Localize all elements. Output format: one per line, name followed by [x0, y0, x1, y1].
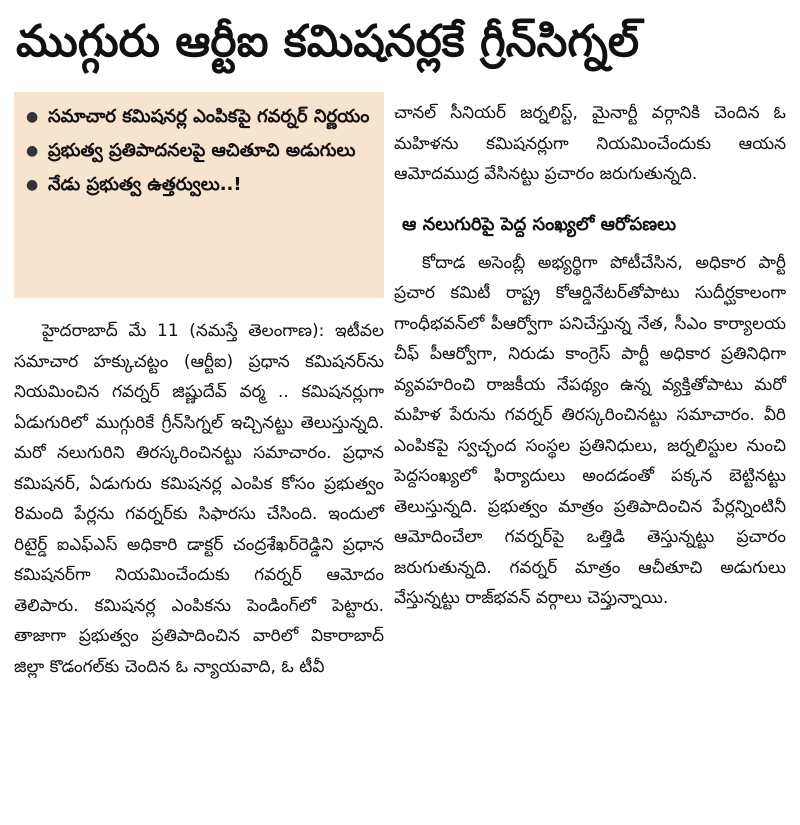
highlight-item: [26, 100, 374, 134]
bullet-icon: ●: [26, 177, 39, 193]
highlight-text: ప్రభుత్వ ప్రతిపాదనలపై ఆచితూచి అడుగులు: [48, 140, 356, 161]
bullet-icon: ●: [26, 143, 39, 159]
right-column: [394, 92, 786, 614]
left-column: [14, 92, 384, 682]
highlight-item: [26, 134, 374, 168]
bullet-icon: ●: [26, 109, 39, 125]
subheading: ఆ నలుగురిపై పెద్ద సంఖ్యలో ఆరోపణలు: [402, 213, 677, 235]
body-paragraph-left: హైదరాబాద్ మే 11 (నమస్తే తెలంగాణ): ఇటీవల సమాచార హక్కుచట్టం (ఆర్టీఐ) ప్రధాన కమిషనర్‌ను నియమించిన గవర్నర్ జిష్ణుదేవ్ వర్మ .. కమిషనర్లుగా ఏడుగురిలో ముగ్గురికే గ్రీన్‌సిగ్నల్ ఇచ్చినట్టు తెలుస్తున్నది. మరో నలుగురిని తిరస్కరించినట్టు సమాచారం. ప్రధాన కమిషనర్, ఏడుగురు కమిషనర్ల ఎంపిక కోసం ప్రభుత్వం 8మంది పేర్లను గవర్నర్‌కు సిఫారసు చేసింది. ఇందులో రిటైర్డ్ ఐఎఫ్‌ఎస్ అధికారి డాక్టర్ చంద్రశేఖర్‌రెడ్డిని ప్రధాన కమిషనర్‌గా నియమించేందుకు గవర్నర్ ఆమోదం తెలిపారు. కమిషనర్ల ఎంపికను పెండింగ్‌లో పెట్టారు. తాజాగా ప్రభుత్వం ప్రతిపాదించిన వారిలో వికారాబాద్ జిల్లా కొడంగల్‌కు చెందిన ఓ న్యాయవాది, ఓ టీవీ: [14, 321, 384, 677]
highlight-item: [26, 168, 374, 202]
highlight-text: నేడు ప్రభుత్వ ఉత్తర్వులు..!: [48, 174, 242, 195]
body-paragraph-right-bottom: కోదాడ అసెంబ్లీ అభ్యర్థిగా పోటీచేసిన, అధికార పార్టీ ప్రచార కమిటీ రాష్ట్ర కోఆర్డినేటర్‌తోపాటు సుదీర్ఘకాలంగా గాంధీభవన్‌లో పీఆర్వోగా పనిచేస్తున్న నేత, సీఎం కార్యాలయ చీఫ్ పీఆర్వోగా, నిరుడు కాంగ్రెస్ పార్టీ అధికార ప్రతినిధిగా వ్యవహరించి రాజకీయ నేపథ్యం ఉన్న వ్యక్తితోపాటు మరో మహిళ పేరును గవర్నర్ తిరస్కరించినట్టు సమాచారం. వీరి ఎంపికపై స్వచ్ఛంద సంస్థల ప్రతినిధులు, జర్నలిస్టుల నుంచి పెద్దసంఖ్యలో ఫిర్యాదులు అందడంతో పక్కన బెట్టినట్టు తెలుస్తున్నది. ప్రభుత్వం మాత్రం ప్రతిపాదించిన పేర్లన్నింటినీ ఆమోదించేలా గవర్నర్‌పై ఒత్తిడి తెస్తున్నట్టు ప్రచారం జరుగుతున్నది. గవర్నర్ మాత్రం ఆచీతూచి అడుగులు వేస్తున్నట్టు రాజ్‌భవన్ వర్గాలు చెప్తున్నాయి.: [394, 252, 786, 608]
headline: ముగ్గురు ఆర్టీఐ కమిషనర్లకే గ్రీన్‌సిగ్నల్: [16, 16, 640, 67]
body-paragraph-right-top: చానల్ సీనియర్ జర్నలిస్ట్, మైనార్టీ వర్గానికి చెందిన ఓ మహిళను కమిషనర్లుగా నియమించేందుకు ఆయన ఆమోదముద్ర వేసినట్టు ప్రచారం జరుగుతున్నది.: [394, 103, 786, 184]
highlights-box: [14, 92, 384, 298]
highlight-text: సమాచార కమిషనర్ల ఎంపికపై గవర్నర్ నిర్ణయం: [48, 106, 370, 127]
